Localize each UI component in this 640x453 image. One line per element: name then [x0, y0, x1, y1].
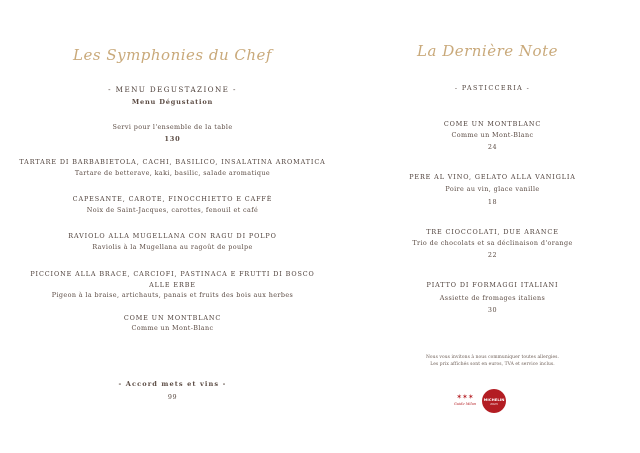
- price-note: Les prix affichés sont en euros, TVA et service inclus.: [430, 362, 555, 367]
- award-logos: [450, 388, 530, 414]
- dessert-2-desc: Poire au vin, glace vanille: [445, 185, 540, 193]
- dish-2-title: CAPESANTE, CAROTE, FINOCCHIETTO E CAFFÈ: [72, 195, 273, 203]
- dish-4-desc: Pigeon à la braise, artichauts, panais et fruits des bois aux herbes: [51, 291, 294, 299]
- dessert-4-price: 30: [487, 306, 498, 314]
- pastry-section-title: - PASTICCERIA -: [454, 84, 531, 92]
- dessert-3-desc: Trio de chocolats et sa déclinaison d'orange: [412, 239, 573, 247]
- dish-1-title: TARTARE DI BARBABIETOLA, CACHI, BASILICO, INSALATINA AROMATICA: [19, 158, 326, 166]
- right-heading: La Dernière Note: [417, 42, 558, 60]
- guide-logo: ✶✶✶ Guide Milan: [450, 394, 480, 410]
- dish-5-desc: Comme un Mont-Blanc: [131, 324, 214, 332]
- left-heading: Les Symphonies du Chef: [73, 46, 272, 64]
- dish-5-title: COME UN MONTBLANC: [123, 314, 222, 322]
- menu-section-title: - MENU DEGUSTAZIONE -: [108, 85, 237, 94]
- michelin-badge: MICHELIN 2023: [482, 389, 506, 413]
- dessert-3-price: 22: [487, 251, 498, 259]
- dessert-2-title: PERE AL VINO, GELATO ALLA VANIGLIA: [409, 173, 576, 181]
- wine-pairing-price: 99: [167, 393, 178, 401]
- allergy-note: Nous vous invitons à nous communiquer toutes allergies.: [425, 355, 560, 360]
- dessert-1-price: 24: [487, 143, 498, 151]
- dessert-1-title: COME UN MONTBLANC: [443, 120, 542, 128]
- menu-section-subtitle: Menu Dégustation: [131, 98, 214, 106]
- dessert-2-price: 18: [487, 198, 498, 206]
- dessert-4-desc: Assiette de fromages italiens: [439, 294, 546, 302]
- dessert-1-desc: Comme un Mont-Blanc: [451, 131, 534, 139]
- serve-note: Servi pour l'ensemble de la table: [112, 123, 233, 131]
- dessert-4-title: PIATTO DI FORMAGGI ITALIANI: [426, 281, 559, 289]
- right-page: [345, 0, 640, 453]
- star-icon: ✶✶✶: [456, 393, 474, 401]
- dish-3-title: RAVIOLO ALLA MUGELLANA CON RAGU DI POLPO: [68, 232, 277, 240]
- wine-pairing-title: - Accord mets et vins -: [118, 380, 227, 388]
- dessert-3-title: TRE CIOCCOLATI, DUE ARANCE: [426, 228, 559, 236]
- dish-4-title-line2: ALLE ERBE: [149, 281, 196, 289]
- dish-2-desc: Noix de Saint-Jacques, carottes, fenouil et café: [86, 206, 259, 214]
- serve-price: 130: [164, 135, 181, 143]
- dish-1-desc: Tartare de betterave, kaki, basilic, salade aromatique: [74, 169, 271, 177]
- dish-3-desc: Raviolis à la Mugellana au ragoût de poulpe: [92, 243, 253, 251]
- dish-4-title: PICCIONE ALLA BRACE, CARCIOFI, PASTINACA E FRUTTI DI BOSCO: [30, 270, 315, 278]
